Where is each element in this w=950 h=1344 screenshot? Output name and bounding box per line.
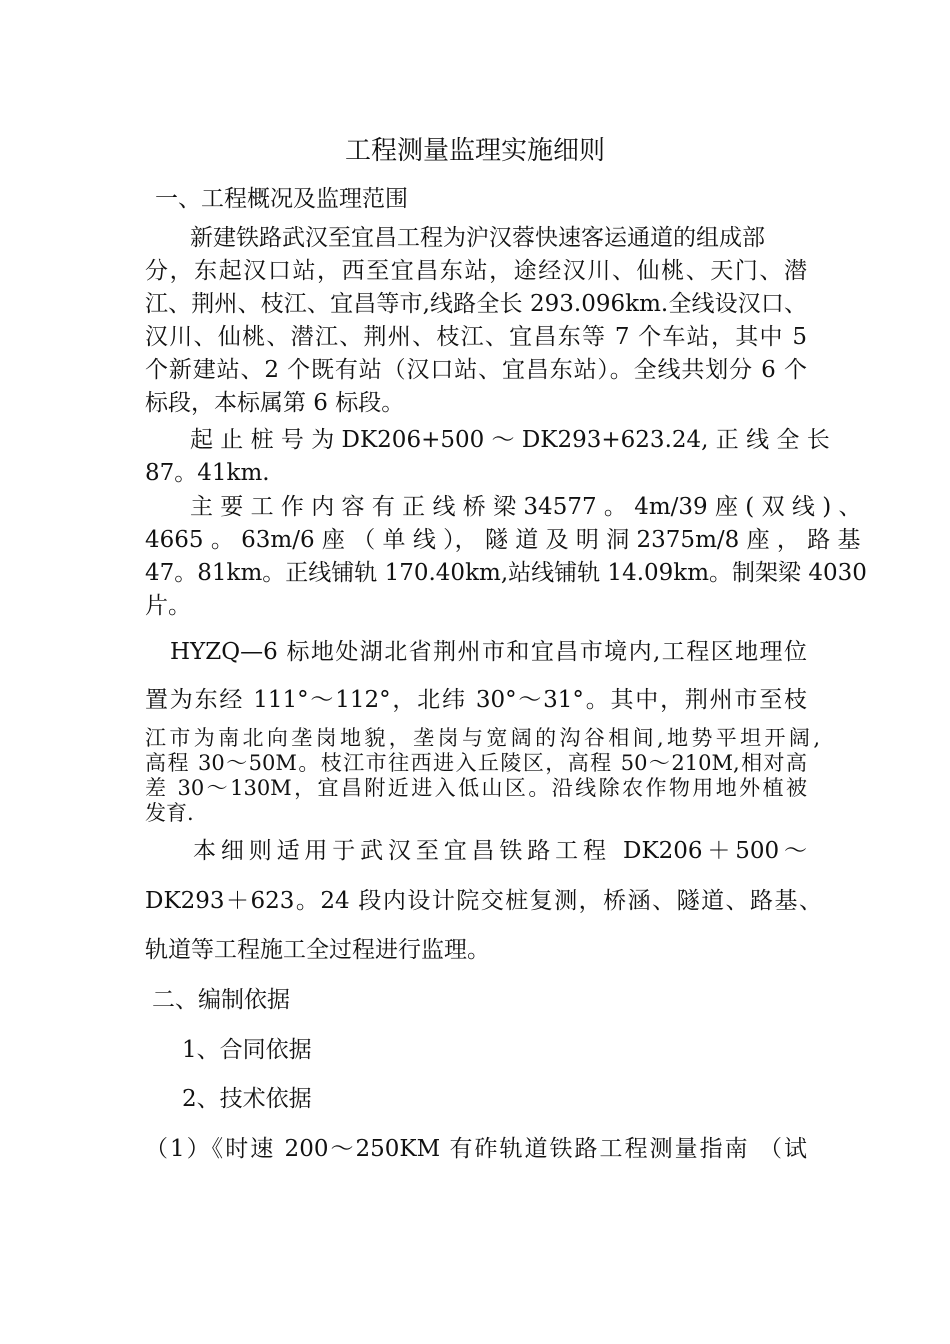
paragraph-line: 汉川、仙桃、潜江、荆州、枝江、宜昌东等 7 个车站，其中 5 (145, 324, 807, 350)
paragraph-line: 置为东经 111°～112°，北纬 30°～31°。其中，荆州市至枝 (145, 687, 807, 713)
section-heading-overview: 一、工程概况及监理范围 (155, 186, 408, 212)
paragraph-line: DK293＋623。24 段内设计院交桩复测，桥涵、隧道、路基、 (145, 888, 822, 914)
paragraph-line: 江市为南北向垄岗地貌，垄岗与宽阔的沟谷相间,地势平坦开阔, (145, 726, 820, 750)
paragraph-line: 差 30～130M，宜昌附近进入低山区。沿线除农作物用地外植被 (145, 776, 807, 800)
paragraph-line: 高程 30～50M。枝江市往西进入丘陵区，高程 50～210M,相对高 (145, 751, 807, 775)
paragraph-line: 江、荆州、枝江、宜昌等市,线路全长 293.096km.全线设汉口、 (145, 291, 807, 317)
paragraph-line: 轨道等工程施工全过程进行监理。 (145, 937, 490, 963)
paragraph-line: 片。 (145, 593, 191, 619)
paragraph-line: 本细则适用于武汉至宜昌铁路工程 DK206＋500～ (193, 838, 807, 864)
paragraph-line: 主 要 工 作 内 容 有 正 线 桥 梁 34577 。 4m/39 座 ( 双 线 ) 、 (190, 494, 862, 520)
paragraph-line: 个新建站、2 个既有站（汉口站、宜昌东站）。全线共划分 6 个 (145, 357, 807, 383)
reference-item: （1）《时速 200～250KM 有砟轨道铁路工程测量指南 （试 (145, 1136, 807, 1162)
paragraph-line: HYZQ—6 标地处湖北省荆州市和宜昌市境内,工程区地理位 (170, 639, 807, 665)
paragraph-line: 新建铁路武汉至宜昌工程为沪汉蓉快速客运通道的组成部 (190, 225, 765, 251)
paragraph-line: 发育. (145, 801, 194, 825)
paragraph-line: 分，东起汉口站，西至宜昌东站，途经汉川、仙桃、天门、潜 (145, 258, 807, 284)
section-heading-basis: 二、编制依据 (152, 987, 290, 1013)
paragraph-line: 47。81km。正线铺轨 170.40km,站线铺轨 14.09km。制架梁 4030 (145, 560, 867, 586)
paragraph-line: 4665 。 63m/6 座 （ 单 线 ）， 隧 道 及 明 洞 2375m/8 座 ， 路 基 (145, 527, 861, 553)
list-item: 1、合同依据 (182, 1037, 312, 1063)
paragraph-line: 87。41km. (145, 460, 270, 486)
document-title: 工程测量监理实施细则 (344, 136, 605, 166)
paragraph-line: 标段，本标属第 6 标段。 (145, 390, 405, 416)
list-item: 2、技术依据 (182, 1086, 312, 1112)
paragraph-line: 起 止 桩 号 为 DK206+500 ～ DK293+623.24, 正 线 全 长 (190, 427, 830, 453)
